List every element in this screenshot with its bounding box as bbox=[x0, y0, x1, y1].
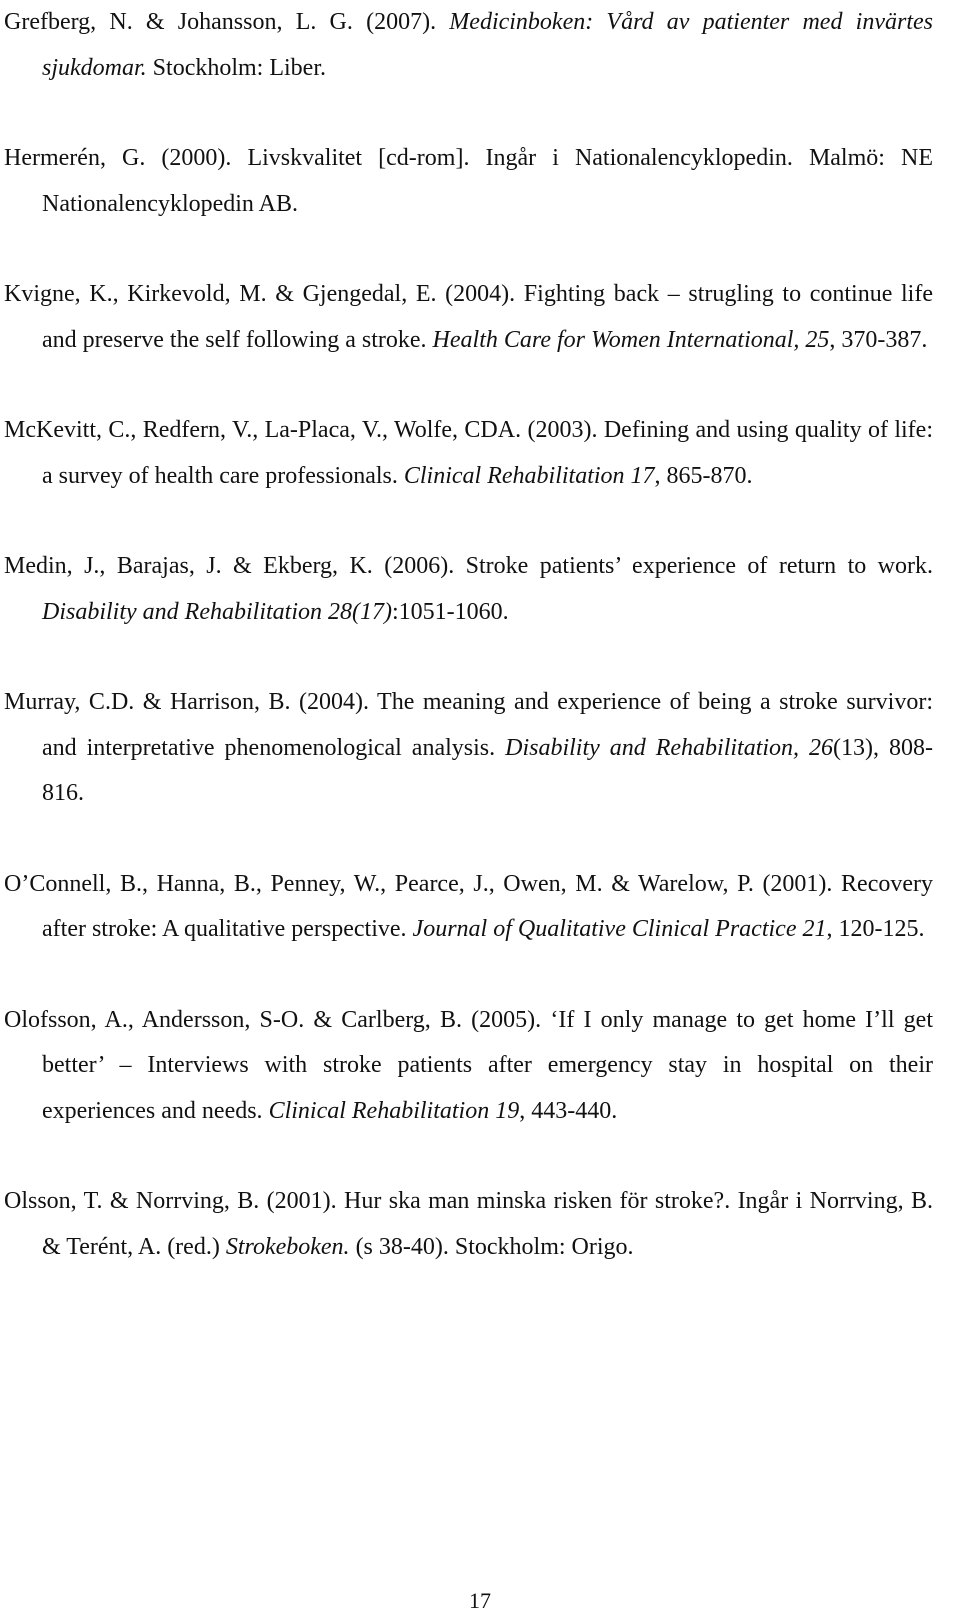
reference-entry bbox=[4, 408, 933, 499]
reference-entry bbox=[4, 998, 933, 1135]
reference-text: (13), 808-816. bbox=[42, 734, 934, 806]
reference-text: Hermerén, G. (2000). Livskvalitet [cd-rom]. Ingår i Nationalencyklopedin. Malmö: NE Nationalencyklopedin AB. bbox=[4, 145, 933, 217]
reference-text: Medin, J., Barajas, J. & Ekberg, K. (2006). Stroke patients’ experience of return to work. bbox=[4, 553, 933, 579]
reference-journal: Disability and Rehabilitation 28(17) bbox=[42, 598, 392, 625]
reference-list bbox=[4, 0, 933, 1315]
reference-journal: Journal of Qualitative Clinical Practice 21 bbox=[412, 916, 827, 942]
reference-text: :1051-1060. bbox=[391, 598, 509, 625]
reference-text: O’Connell, B., Hanna, B., Penney, W., Pearce, J., Owen, M. & Warelow, P. (2001). Recovery after stroke: A qualitative perspective. bbox=[4, 870, 933, 942]
reference-entry bbox=[4, 544, 933, 635]
reference-entry bbox=[4, 136, 933, 227]
reference-text: (s 38-40). Stockholm: Origo. bbox=[349, 1233, 634, 1260]
reference-entry bbox=[4, 272, 933, 363]
reference-text: , 865-870. bbox=[654, 462, 753, 489]
reference-text: , 120-125. bbox=[826, 916, 925, 942]
reference-text: , 443-440. bbox=[519, 1097, 618, 1124]
reference-text: Grefberg, N. & Johansson, L. G. (2007). bbox=[4, 9, 450, 35]
reference-text: , 370-387. bbox=[829, 326, 928, 353]
reference-text: McKevitt, C., Redfern, V., La-Placa, V., Wolfe, CDA. (2003). Defining and using quality of life: a survey of health care professionals. bbox=[4, 417, 933, 489]
reference-title: Strokeboken. bbox=[225, 1233, 350, 1260]
reference-text: Olsson, T. & Norrving, B. (2001). Hur ska man minska risken för stroke?. Ingår i Norrving, B. & Terént, A. (red.) bbox=[4, 1188, 933, 1260]
reference-entry bbox=[4, 862, 933, 953]
reference-text: Kvigne, K., Kirkevold, M. & Gjengedal, E. (2004). Fighting back – strugling to continue life and preserve the self following a stroke. bbox=[4, 281, 933, 353]
reference-journal: Clinical Rehabilitation 19 bbox=[268, 1097, 520, 1124]
reference-entry bbox=[4, 0, 933, 91]
reference-text: Murray, C.D. & Harrison, B. (2004). The meaning and experience of being a stroke survivor: and interpretative phenomenological analysis. bbox=[4, 689, 933, 761]
reference-journal: Disability and Rehabilitation, 26 bbox=[505, 734, 834, 761]
reference-title: Medicinboken: Vård av patienter med invärtes sjukdomar. bbox=[42, 9, 933, 81]
reference-journal: Health Care for Women International, 25 bbox=[432, 326, 830, 353]
reference-entry bbox=[4, 1179, 933, 1270]
reference-journal: Clinical Rehabilitation 17 bbox=[403, 462, 655, 489]
reference-entry bbox=[4, 680, 933, 817]
reference-text: Stockholm: Liber. bbox=[146, 54, 326, 81]
reference-text: Olofsson, A., Andersson, S-O. & Carlberg, B. (2005). ‘If I only manage to get home I’ll get better’ – Interviews with stroke patients after emergency stay in hospital on their experiences and needs. bbox=[4, 1006, 933, 1124]
page-number: 17 bbox=[469, 1588, 491, 1613]
